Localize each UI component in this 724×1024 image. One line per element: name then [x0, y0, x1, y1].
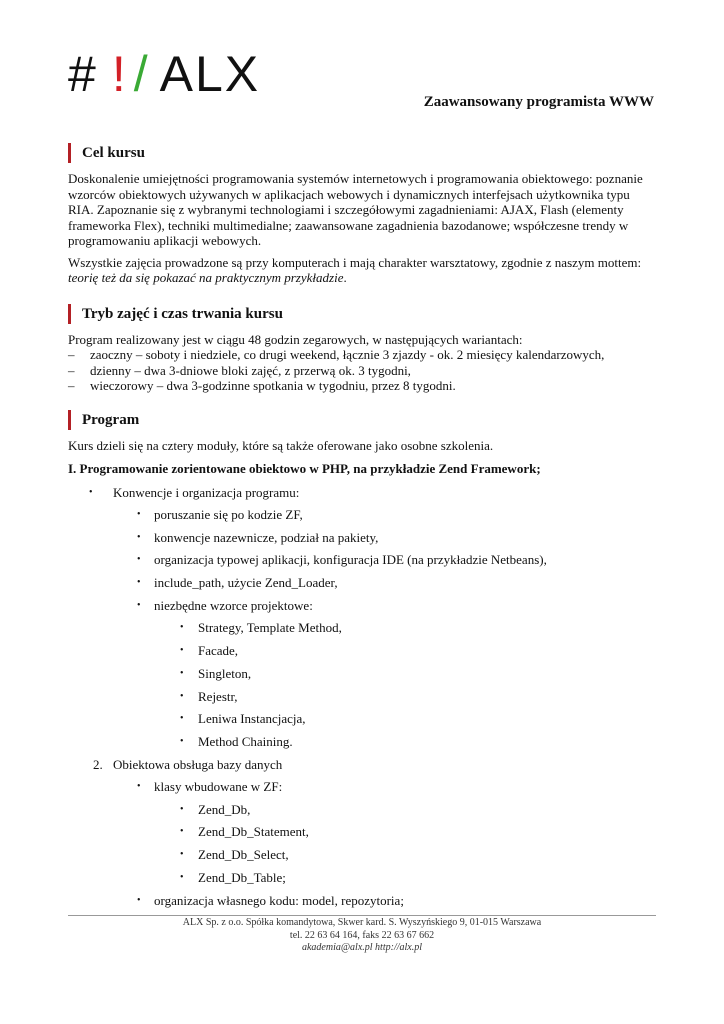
list-item — [68, 575, 658, 591]
list-item-label: Zend_Db, — [198, 801, 251, 817]
variant-item: – zaoczny – soboty i niedziele, co drugi weekend, łącznie 3 zjazdy - ok. 2 miesięcy kalendarzowych, — [68, 347, 658, 363]
bullet-icon: • — [180, 667, 184, 679]
bullet-icon: • — [180, 803, 184, 815]
bullet-icon: • — [137, 577, 141, 589]
footer-contact: akademia@alx.pl http://alx.pl — [301, 942, 422, 953]
bullet-icon: • — [180, 849, 184, 861]
list-item — [68, 870, 658, 886]
list-item — [68, 507, 658, 523]
bullet-icon: • — [180, 645, 184, 657]
program-intro: Kurs dzieli się na cztery moduły, które są także oferowane jako osobne szkolenia. — [68, 437, 494, 453]
list-item-label: Obiektowa obsługa bazy danych — [113, 756, 283, 772]
mode-intro: Program realizowany jest w ciągu 48 godzin zegarowych, w następujących wariantach: — [68, 331, 523, 347]
section-heading-goal: Cel kursu — [68, 143, 658, 163]
list-item — [68, 620, 658, 636]
bullet-icon: • — [137, 781, 141, 793]
list-item — [68, 847, 658, 863]
footer-phone: tel. 22 63 64 164, faks 22 63 67 662 — [289, 929, 435, 941]
footer-divider — [68, 915, 656, 916]
bullet-icon: • — [89, 486, 93, 498]
bullet-icon: • — [137, 509, 141, 520]
list-item — [68, 643, 658, 659]
list-item-label: Strategy, Template Method, — [198, 620, 342, 636]
page-footer — [68, 917, 656, 955]
list-item-label: poruszanie się po kodzie ZF, — [154, 507, 303, 522]
list-item — [68, 666, 658, 682]
list-item — [68, 824, 658, 840]
bullet-icon: • — [137, 554, 141, 566]
list-item — [68, 802, 658, 818]
list-item — [68, 779, 658, 795]
list-item — [68, 893, 658, 909]
list-number: 2. — [93, 756, 103, 772]
list-item-label: organizacja typowej aplikacji, konfiguracja IDE (na przykładzie Netbeans), — [154, 552, 547, 568]
list-item-label: Zend_Db_Table; — [198, 869, 286, 885]
list-item-label: Singleton, — [198, 665, 252, 681]
list-item-label: include_path, użycie Zend_Loader, — [154, 575, 338, 591]
list-item — [68, 734, 658, 750]
bullet-icon: • — [180, 713, 184, 725]
bullet-icon: • — [180, 690, 184, 702]
logo-brand: ALX — [159, 46, 261, 102]
section-heading-mode: Tryb zajęć i czas trwania kursu — [68, 304, 658, 324]
logo-exclamation: ! — [111, 46, 128, 102]
document-title: Zaawansowany programista WWW — [423, 94, 654, 110]
list-item-label: Facade, — [198, 643, 239, 659]
list-item-label: Rejestr, — [198, 688, 238, 704]
list-item-label: Zend_Db_Statement, — [198, 824, 309, 840]
list-item-label: Konwencje i organizacja programu: — [113, 484, 300, 500]
goal-paragraph-2-end: . — [343, 270, 347, 285]
bullet-icon: • — [180, 826, 184, 838]
goal-paragraph-2 — [68, 255, 658, 286]
alx-logo — [68, 44, 260, 104]
bullet-icon: • — [137, 599, 141, 611]
list-item — [68, 530, 658, 546]
bullet-icon: • — [180, 871, 184, 883]
list-item-label: Leniwa Instancjacja, — [198, 711, 306, 727]
list-item — [68, 689, 658, 705]
list-item-label: konwencje nazewnicze, podział na pakiety, — [154, 529, 379, 545]
list-item — [68, 552, 658, 568]
list-item-label: Zend_Db_Select, — [198, 847, 289, 863]
list-item — [68, 711, 658, 727]
bullet-icon: • — [180, 622, 184, 634]
document-body — [68, 143, 658, 915]
module-title: I. Programowanie zorientowane obiektowo w PHP, na przykładzie Zend Framework; — [68, 461, 541, 476]
goal-paragraph-2-text: Wszystkie zajęcia prowadzone są przy komputerach i mają charakter warsztatowy, zgodnie z naszym mottem: — [68, 254, 642, 270]
list-item-label: Method Chaining. — [198, 733, 293, 749]
list-item-label: organizacja własnego kodu: model, repozytoria; — [154, 892, 404, 908]
goal-paragraph-1: Doskonalenie umiejętności programowania systemów internetowych i programowania obiektowego: poznanie wzorców obiektowych używanych w aplikacjach webowych i dynamicznych interfejsach użytkownika typu RIA. Zapoznanie się z wybranymi technologiami i szczegółowymi zagadnieniami: AJAX, Flash (elementy frameworka Flex), techniki multimedialne; zaawansowane zagadnienia bazodanowe; współczesne trendy w programowaniu aplikacji webowych. — [68, 171, 643, 248]
logo-slash: / — [133, 46, 150, 102]
list-item-label: klasy wbudowane w ZF: — [154, 779, 283, 795]
variant-item: – dzienny – dwa 3-dniowe bloki zajęć, z przerwą ok. 3 tygodni, — [68, 363, 658, 379]
list-item — [68, 485, 658, 501]
bullet-icon: • — [137, 531, 141, 543]
variant-list — [68, 347, 658, 394]
footer-address: ALX Sp. z o.o. Spółka komandytowa, Skwer kard. S. Wyszyńskiego 9, 01-015 Warszawa — [182, 917, 542, 928]
bullet-icon: • — [180, 735, 184, 747]
variant-item: – wieczorowy – dwa 3-godzinne spotkania w tygodniu, przez 8 tygodni. — [68, 378, 658, 394]
list-item — [68, 757, 658, 773]
bullet-icon: • — [137, 894, 141, 906]
section-heading-program: Program — [68, 410, 658, 430]
motto: teorię też da się pokazać na praktycznym przykładzie — [68, 270, 344, 285]
list-item-label: niezbędne wzorce projektowe: — [154, 597, 313, 613]
logo-hash: # — [68, 46, 98, 102]
list-item — [68, 598, 658, 614]
